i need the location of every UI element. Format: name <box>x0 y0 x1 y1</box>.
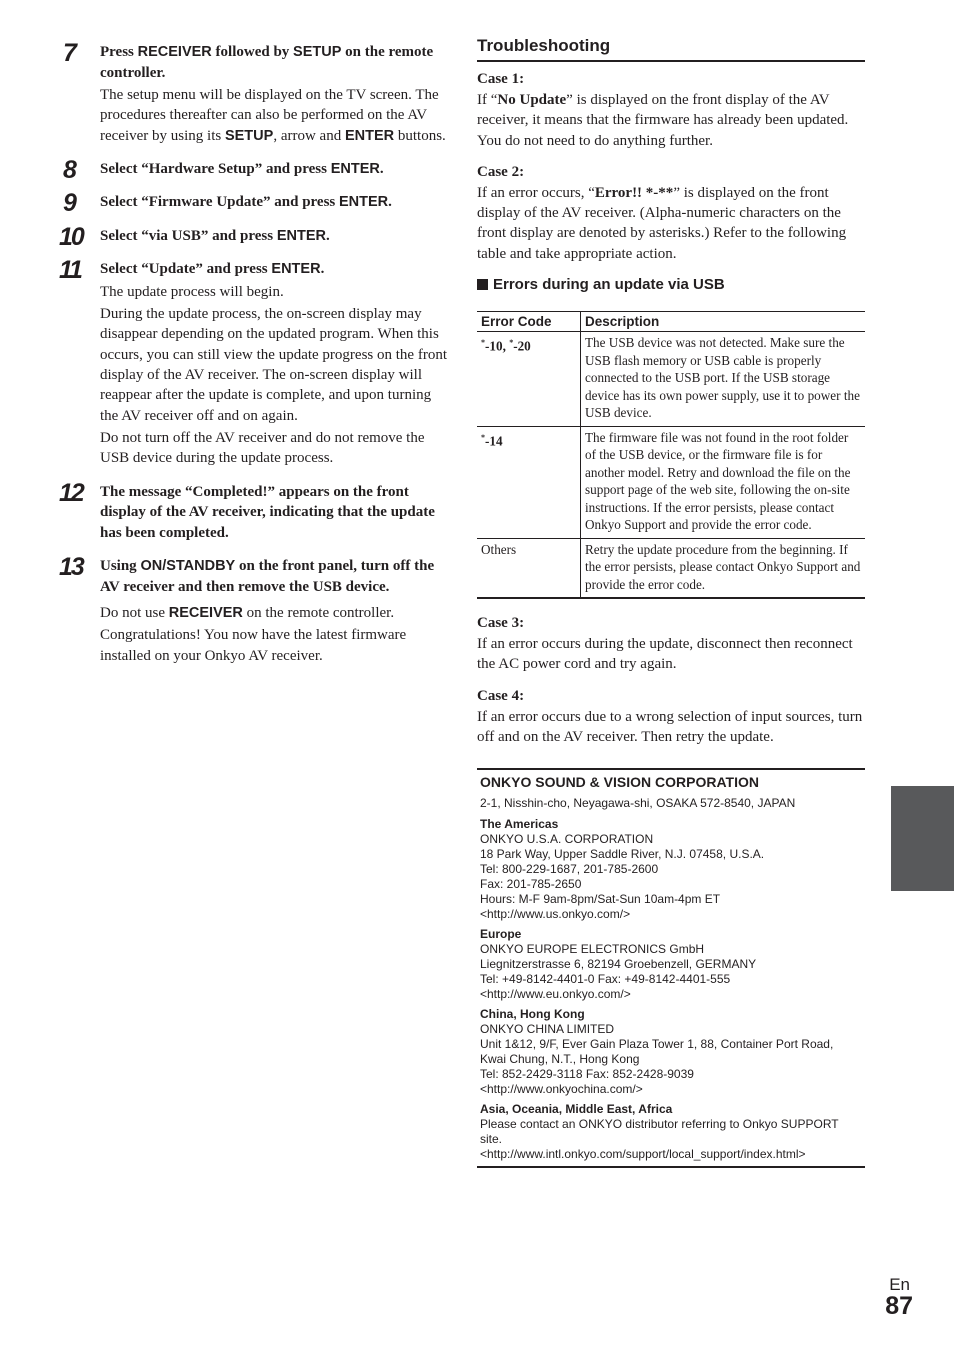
case-2-text: If an error occurs, “Error!! *-**” is displayed on the front display of the AV receiver. (Alpha-numeric characters on the front display are denoted by asterisks.) Refer to the following table and take appropriate action. <box>477 184 847 262</box>
error-table <box>477 311 865 599</box>
case-2-label: Case 2: <box>477 163 525 180</box>
error-code-cell: *-14 <box>477 426 581 538</box>
step-number: 10 <box>59 222 83 251</box>
region-name: Europe <box>480 927 522 942</box>
table-row <box>477 426 865 538</box>
step-number: 12 <box>59 478 83 507</box>
region-name: China, Hong Kong <box>480 1007 585 1022</box>
step-10 <box>59 222 451 251</box>
region-asia-oceania: Asia, Oceania, Middle East, Africa Please contact an ONKYO distributor referring to Onkyo SUPPORT site. <http://www.intl.onkyo.com/support/local_support/index.html> <box>480 1102 862 1162</box>
description-cell: The USB device was not detected. Make sure the USB flash memory or USB cable is properly connected to the USB port. If the USB storage device has its own power supply, use it to power the USB device. <box>581 332 866 427</box>
website-link[interactable]: <http://www.intl.onkyo.com/support/local_support/index.html> <box>480 1147 806 1162</box>
setup-key: SETUP <box>224 127 274 144</box>
step-9 <box>63 189 451 218</box>
enter-key: ENTER <box>271 261 321 278</box>
step-title: Select “Update” and press ENTER. <box>100 261 325 278</box>
step-title: Using ON/STANDBY on the front panel, turn off the AV receiver and then remove the USB device. <box>100 558 435 595</box>
error-code-cell: Others <box>477 538 581 598</box>
table-row <box>477 332 865 427</box>
case-1-text: If “No Update” is displayed on the front display of the AV receiver, it means that the firmware has already been updated. You do not need to do anything further. <box>477 92 849 149</box>
step-number: 11 <box>59 256 81 285</box>
step-title: Select “Hardware Setup” and press ENTER. <box>100 160 384 177</box>
instruction-steps <box>59 39 451 679</box>
step-title: Press RECEIVER followed by SETUP on the remote controller. <box>100 44 434 81</box>
step-number: 9 <box>63 189 75 218</box>
step-8 <box>63 155 451 184</box>
table-row <box>477 538 865 598</box>
corporation-address: 2-1, Nisshin-cho, Neyagawa-shi, OSAKA 572-8540, JAPAN <box>480 796 796 811</box>
errors-subheading: Errors during an update via USB <box>477 276 865 293</box>
on-standby-key: ON/STANDBY <box>140 558 236 575</box>
column-header: Error Code <box>477 312 581 332</box>
step-13 <box>59 553 451 666</box>
step-title: Select “via USB” and press ENTER. <box>100 227 330 244</box>
website-link[interactable]: <http://www.us.onkyo.com/> <box>480 907 631 922</box>
receiver-key: RECEIVER <box>137 44 212 60</box>
region-china-hong-kong: China, Hong Kong ONKYO CHINA LIMITED Unit 1&12, 9/F, Ever Gain Plaza Tower 1, 88, Container Port Road, Kwai Chung, N.T., Hong Kong Tel: 852-2429-3118 Fax: 852-2428-9039 <http://www.onkyochina.com/> <box>480 1007 862 1097</box>
enter-key: ENTER <box>330 160 380 177</box>
website-link[interactable]: <http://www.onkyochina.com/> <box>480 1082 643 1097</box>
page-number: 87 <box>885 1292 913 1320</box>
section-side-tab <box>891 786 954 891</box>
error-code-cell: *-10, *-20 <box>477 332 581 427</box>
enter-key: ENTER <box>276 227 326 244</box>
step-title: Select “Firmware Update” and press ENTER. <box>100 194 392 211</box>
case-4-label: Case 4: <box>477 687 525 704</box>
step-title: The message “Completed!” appears on the front display of the AV receiver, indicating that the update has been completed. <box>100 483 435 541</box>
enter-key: ENTER <box>339 194 389 211</box>
table-header-row <box>477 312 865 332</box>
step-7 <box>63 39 451 146</box>
troubleshooting-section <box>477 36 865 1168</box>
step-12 <box>59 478 451 544</box>
case-3-label: Case 3: <box>477 615 525 632</box>
region-americas: The Americas ONKYO U.S.A. CORPORATION 18 Park Way, Upper Saddle River, N.J. 07458, U.S.A. Tel: 800-229-1687, 201-785-2600 Fax: 201-785-2650 Hours: M-F 9am-8pm/Sat-Sun 10am-4pm ET <http://www.us.onkyo.com/> <box>480 817 862 922</box>
step-body: The update process will begin. During the update process, the on-screen display may disappear depending on the updated program. When this occurs, you can still view the update progress on the front display of the AV receiver. The on-screen display will reappear after the update is complete, and upon turning the AV receiver off and on again. Do not turn off the AV receiver and do not remove the USB device during the update process. <box>100 283 447 467</box>
corporation-name: ONKYO SOUND & VISION CORPORATION <box>480 774 759 791</box>
case-1-label: Case 1: <box>477 71 525 87</box>
column-header: Description <box>581 312 866 332</box>
section-heading: Troubleshooting <box>477 36 865 62</box>
contact-box <box>477 768 865 1168</box>
case-4-text: If an error occurs due to a wrong selection of input sources, turn off and on the AV receiver. Then retry the update. <box>477 708 863 745</box>
description-cell: Retry the update procedure from the beginning. If the error persists, please contact Onkyo Support and provide the error code. <box>585 541 861 592</box>
step-number: 7 <box>63 39 75 67</box>
receiver-key: RECEIVER <box>168 605 243 622</box>
step-11 <box>59 256 451 468</box>
website-link[interactable]: <http://www.eu.onkyo.com/> <box>480 987 631 1002</box>
step-number: 13 <box>59 553 83 582</box>
step-number: 8 <box>63 155 75 184</box>
region-europe: Europe ONKYO EUROPE ELECTRONICS GmbH Liegnitzerstrasse 6, 82194 Groebenzell, GERMANY Tel: +49-8142-4401-0 Fax: +49-8142-4401-555 <http://www.eu.onkyo.com/> <box>480 927 862 1002</box>
enter-key: ENTER <box>344 127 395 144</box>
step-body: The setup menu will be displayed on the TV screen. The procedures thereafter can also be performed on the AV receiver by using its SETUP, arrow and ENTER buttons. <box>100 87 446 144</box>
region-name: Asia, Oceania, Middle East, Africa <box>480 1102 673 1117</box>
region-name: The Americas <box>480 817 559 832</box>
description-cell: The firmware file was not found in the root folder of the USB device, or the firmware file is for another model. Retry and download the file on the support page of the web site, following the on-site instructions. If the error persists, please contact Onkyo Support and provide the error code. <box>581 426 866 538</box>
language-label: En <box>889 1275 910 1294</box>
case-3-text: If an error occurs during the update, disconnect then reconnect the AC power cord and try again. <box>477 636 853 673</box>
step-body: Do not use RECEIVER on the remote controller. Congratulations! You now have the latest firmware installed on your Onkyo AV receiver. <box>100 605 407 664</box>
square-bullet-icon <box>477 279 488 290</box>
setup-key: SETUP <box>293 44 342 60</box>
